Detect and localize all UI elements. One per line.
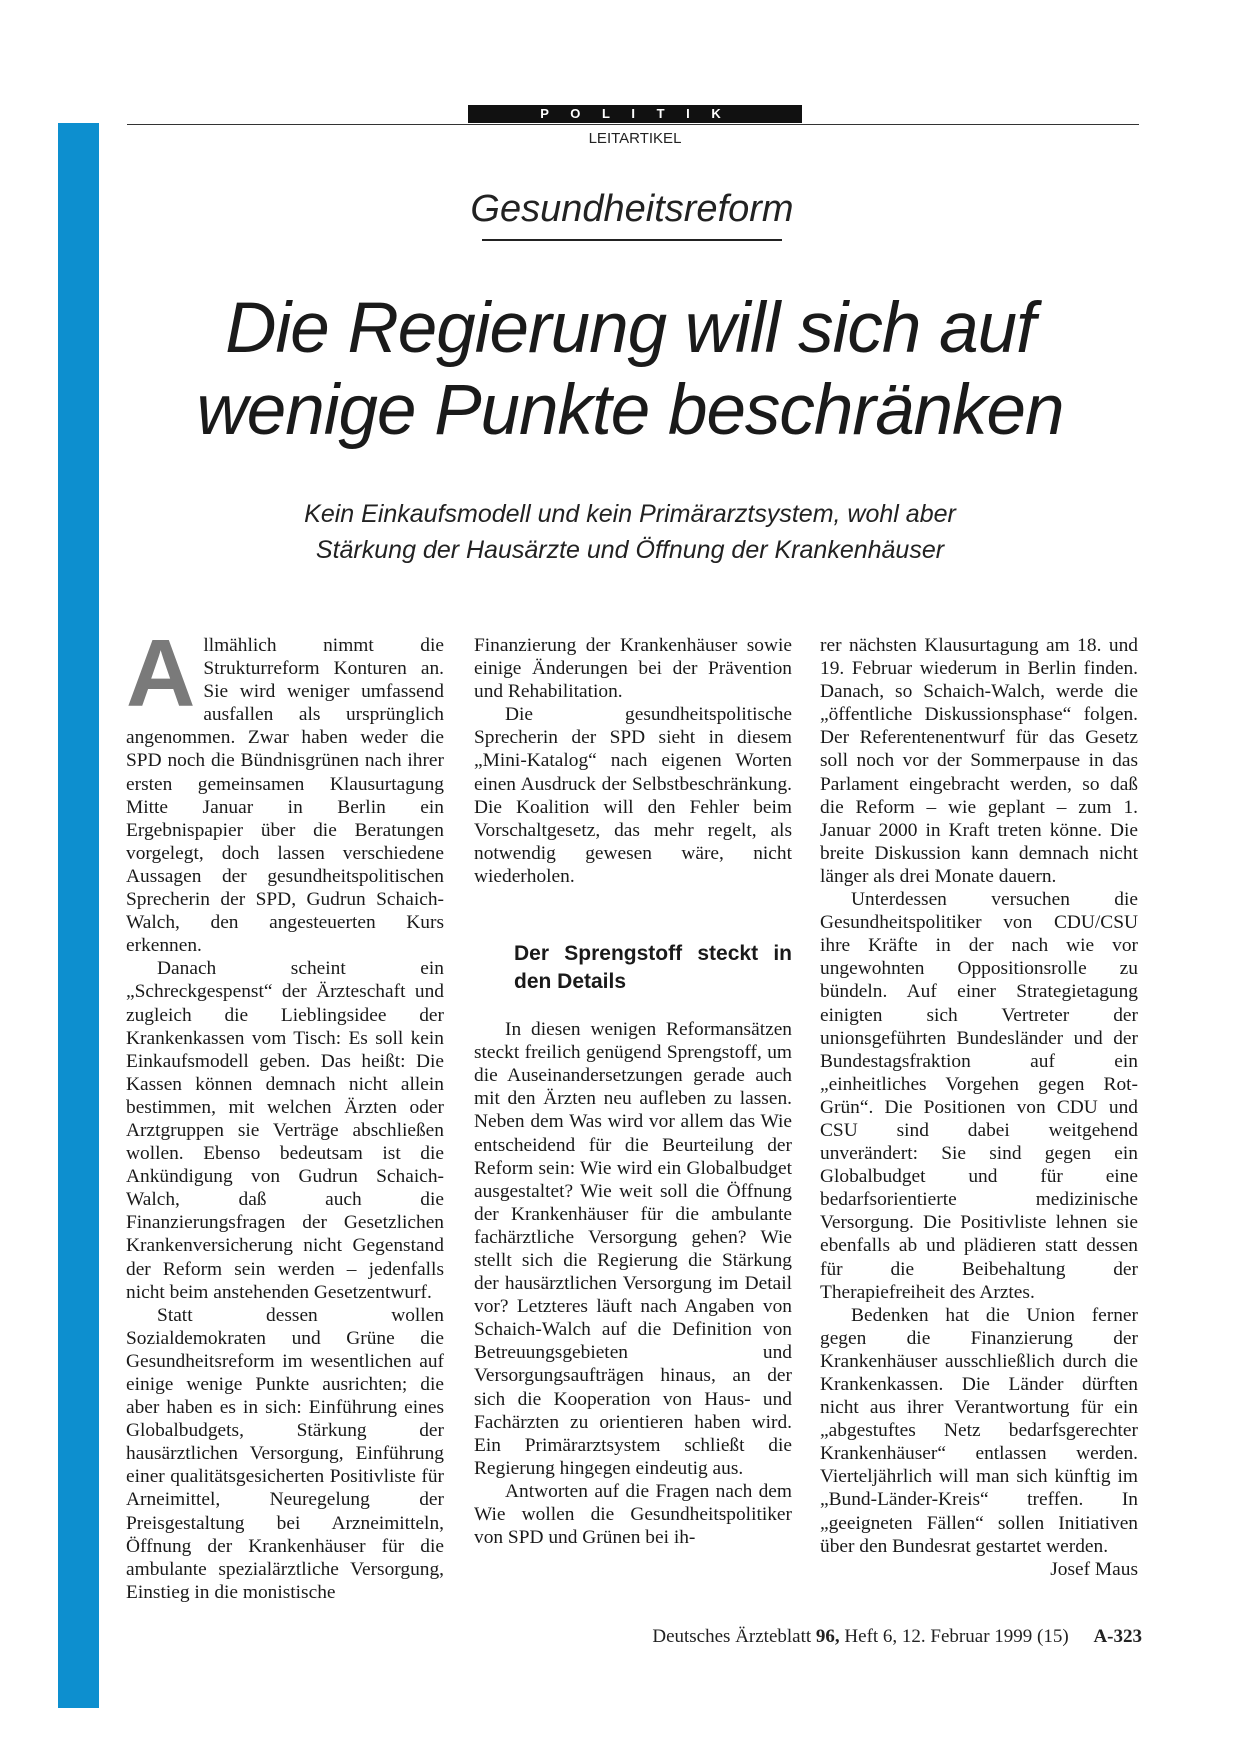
paragraph: Bedenken hat die Union ferner gegen die Finanzierung der Krankenhäuser ausschließlich durch die Krankenkassen. Die Länder dürften nicht aus ihrer Verantwortung für ein „abgestuftes Netz bedarfsgerechter Krankenhäuser“ entlassen werden. Vierteljährlich will man sich künftig im „Bund-Länder-Kreis“ treffen. In „geeigneten Fällen“ sollen Initiativen über den Bundesrat gestartet werden. Josef Maus (820, 1304, 1138, 1580)
paragraph: In diesen wenigen Reformansätzen steckt freilich genügend Sprengstoff, um die Auseinandersetzungen gerade auch mit den Ärzten neu aufleben zu lassen. Neben dem Was wird vor allem das Wie entscheidend für die Beurteilung der Reform sein: Wie wird ein Globalbudget ausgestaltet? Wie weit soll die Öffnung der Krankenhäuser für die ambulante fachärztliche Versorgung gehen? Wie stellt sich die Regierung die Stärkung der hausärztlichen Versorgung im Detail vor? Letzteres läuft nach Angaben von Schaich-Walch auf die Definition von Betreuungsgebieten und Versorgungsaufträgen hinaus, an der sich die Kooperation von Haus- und Fachärzten zu orientieren haben wird. Ein Primärarztsystem schließt die Regierung hingegen eindeutig aus. (474, 1019, 792, 1479)
paragraph: Antworten auf die Fragen nach dem Wie wollen die Gesundheitspolitiker von SPD und Grünen bei ih- (474, 1480, 792, 1549)
drop-cap: A (126, 620, 196, 727)
issue-info: Heft 6, 12. Februar 1999 (15) (844, 1626, 1069, 1647)
headline-line-2: wenige Punkte beschränken (196, 371, 1064, 450)
journal-name: Deutsches Ärzteblatt (652, 1626, 812, 1647)
headline (60, 288, 1200, 452)
paragraph: Statt dessen wollen Sozialdemokraten und Grüne die Gesundheitsreform im wesentlichen auf einige wenige Punkte ausrichten; die aber haben es in sich: Einführung eines Globalbudgets, Stärkung der hausärztlichen Versorgung, Einführung einer qualitätsgesicherten Positivliste für Arneimittel, Neuregelung der Preisgestaltung bei Arzneimitteln, Öffnung der Krankenhäuser für die ambulante spezialärztliche Versorgung, Einstieg in die monistische (126, 1304, 444, 1603)
topic-underline (482, 239, 782, 241)
journal-volume: 96, (815, 1626, 840, 1647)
section-label: P O L I T I K (468, 105, 802, 123)
subheading: Der Sprengstoff steckt in den Details (514, 942, 792, 994)
header-rule (127, 124, 1139, 125)
article-column-1 (126, 620, 444, 1604)
dek-line-1: Kein Einkaufsmodell und kein Primärarztsystem, wohl aber (304, 500, 956, 528)
paragraph: Finanzierung der Krankenhäuser sowie einige Änderungen bei der Prävention und Rehabilitation. (474, 635, 792, 703)
paragraph: Die gesundheitspolitische Sprecherin der SPD sieht in diesem „Mini-Katalog“ nach eigenen Worten einen Ausdruck der Selbstbeschränkung. Die Koalition will den Fehler beim Vorschaltgesetz, das mehr regelt, als notwendig gewesen wäre, nicht wiederholen. (474, 704, 792, 887)
article-column-2 (474, 634, 792, 1549)
paragraph: rer nächsten Klausurtagung am 18. und 19. Februar wiederum in Berlin finden. Danach, so Schaich-Walch, werde die „öffentliche Diskussionsphase“ folgen. Der Referentenentwurf für das Gesetz soll noch vor der Sommerpause in das Parlament eingebracht werden, so daß die Reform – wie geplant – zum 1. Januar 2000 in Kraft treten könne. Die breite Diskussion kann demnach nicht länger als drei Monate dauern. (820, 635, 1138, 887)
paragraph: Unterdessen versuchen die Gesundheitspolitiker von CDU/CSU ihre Kräfte in der nach wie vor ungewohnten Oppositionsrolle zu bündeln. Auf einer Strategietagung einigten sich Vertreter der unionsgeführten Bundesländer und der Bundestagsfraktion auf ein „einheitliches Vorgehen gegen Rot-Grün“. Die Positionen von CDU und CSU sind dabei weitgehend unverändert: Sie sind gegen ein Globalbudget und für eine bedarfsorientierte medizinische Versorgung. Die Positivliste lehnen sie ebenfalls ab und plädieren statt dessen für die Beibehaltung der Therapiefreiheit des Arztes. (820, 889, 1138, 1303)
topic-title: Gesundheitsreform (470, 188, 794, 230)
article-column-3 (820, 634, 1138, 1581)
author-name: Josef Maus (1050, 1558, 1138, 1580)
dek (60, 496, 1200, 568)
page-number: A-323 (1093, 1626, 1142, 1647)
paragraph: Danach scheint ein „Schreckgespenst“ der Ärzteschaft und zugleich die Lieblingsidee der Krankenkassen vom Tisch: Es soll kein Einkaufsmodell geben. Das heißt: Die Kassen können demnach nicht allein bestimmen, mit welchen Ärzten oder Arztgruppen sie Verträge abschließen wollen. Ebenso bedeutsam ist die Ankündigung von Gudrun Schaich-Walch, daß auch die Finanzierungsfragen der Gesetzlichen Krankenversicherung nicht Gegenstand der Reform sein werden – jedenfalls nicht beim anstehenden Gesetzentwurf. (126, 958, 444, 1303)
headline-line-1: Die Regierung will sich auf (225, 289, 1035, 368)
subsection-label: LEITARTIKEL (588, 130, 682, 147)
dek-line-2: Stärkung der Hausärzte und Öffnung der Krankenhäuser (315, 536, 945, 564)
paragraph: Allmählich nimmt die Strukturreform Konturen an. Sie wird weniger umfassend ausfallen als ursprünglich angenommen. Zwar haben weder die SPD noch die Bündnisgrünen nach ihrer ersten gemeinsamen Klausurtagung Mitte Januar in Berlin ein Ergebnispapier über die Beratungen vorgelegt, doch lassen verschiedene Aussagen der gesundheitspolitischen Sprecherin der SPD, Gudrun Schaich-Walch, den angesteuerten Kurs erkennen. (126, 620, 444, 957)
page-footer (652, 1626, 1142, 1648)
